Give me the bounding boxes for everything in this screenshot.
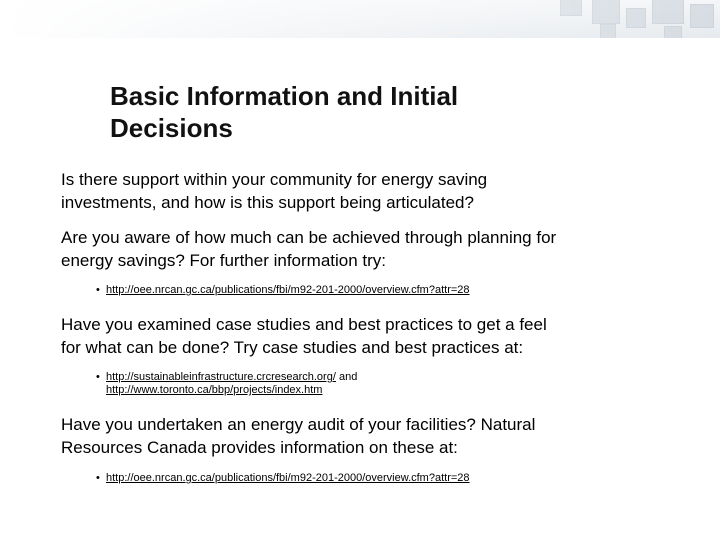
sustainable-infrastructure-link[interactable]: http://sustainableinfrastructure.crcresearch.org/ [106, 371, 336, 383]
question-planning-savings [61, 226, 621, 272]
title-line: Decisions [110, 113, 233, 143]
question-community-support [61, 168, 621, 214]
slide-title [110, 80, 670, 144]
para-line: for what can be done? Try case studies and best practices at: [61, 338, 524, 357]
bullet-icon: • [96, 472, 100, 484]
bullet-icon: • [96, 371, 100, 383]
para-line: investments, and how is this support being articulated? [61, 193, 474, 212]
para-line: energy savings? For further information try: [61, 251, 387, 270]
para-line: Is there support within your community for energy saving [61, 170, 488, 189]
para-line: Have you undertaken an energy audit of your facilities? Natural [61, 415, 536, 434]
para-line: Have you examined case studies and best practices to get a feel [61, 315, 547, 334]
header-banner [0, 0, 720, 38]
toronto-bbp-link[interactable]: http://www.toronto.ca/bbp/projects/index.htm [106, 384, 323, 396]
and-text: and [338, 371, 358, 383]
bullet-icon: • [96, 284, 100, 296]
bullet-item [96, 472, 656, 485]
para-line: Resources Canada provides information on these at: [61, 438, 458, 457]
question-case-studies [61, 313, 621, 359]
para-line: Are you aware of how much can be achieved through planning for [61, 228, 557, 247]
bullet-item [96, 284, 656, 297]
bullet-item [96, 371, 656, 397]
oee-overview-link[interactable]: http://oee.nrcan.gc.ca/publications/fbi/m92-201-2000/overview.cfm?attr=28 [106, 284, 470, 296]
title-line: Basic Information and Initial [110, 81, 459, 111]
oee-audit-link[interactable]: http://oee.nrcan.gc.ca/publications/fbi/m92-201-2000/overview.cfm?attr=28 [106, 472, 470, 484]
question-energy-audit [61, 413, 621, 459]
banner-fade [0, 0, 720, 38]
